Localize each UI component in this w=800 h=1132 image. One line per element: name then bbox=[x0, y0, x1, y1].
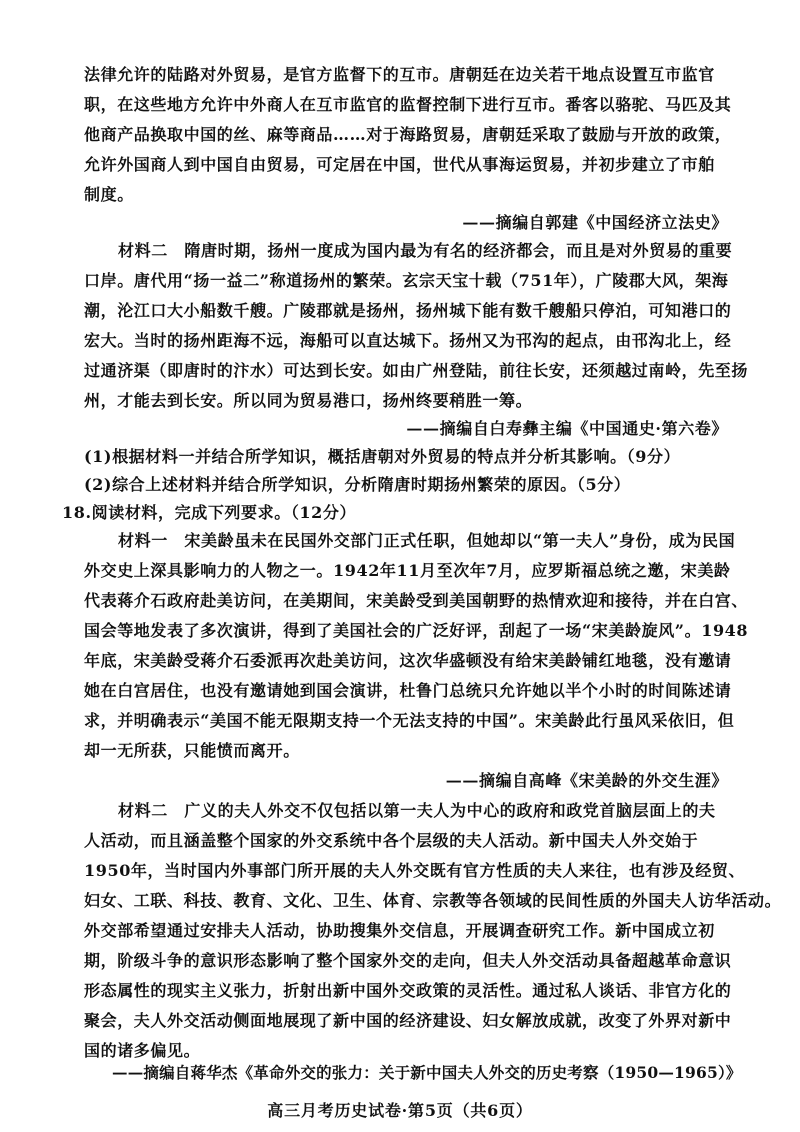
paragraph-line: 职，在这些地方允许中外商人在互市监官的监督控制下进行互市。番客以骆驼、马匹及其 bbox=[84, 95, 732, 114]
paragraph-line: 国会等地发表了多次演讲，得到了美国社会的广泛好评，刮起了一场“宋美龄旋风”。1948 bbox=[84, 621, 749, 640]
paragraph-line: 法律允许的陆路对外贸易，是官方监督下的互市。唐朝廷在边关若干地点设置互市监官 bbox=[84, 65, 715, 84]
source-citation: ——摘编自郭建《中国经济立法史》 bbox=[462, 213, 728, 232]
paragraph-line: 年底，宋美龄受蒋介石委派再次赴美访问，这次华盛顿没有给宋美龄铺红地毯，没有邀请 bbox=[84, 651, 732, 670]
paragraph-line: 妇女、工联、科技、教育、文化、卫生、体育、宗教等各领域的民间性质的外国夫人访华活动。 bbox=[84, 891, 782, 910]
paragraph-line: 外交部希望通过安排夫人活动，协助搜集外交信息，开展调查研究工作。新中国成立初 bbox=[84, 921, 715, 940]
paragraph-line: 允许外国商人到中国自由贸易，可定居在中国，世代从事海运贸易，并初步建立了市舶 bbox=[84, 155, 715, 174]
paragraph-line: 制度。 bbox=[84, 185, 134, 204]
paragraph-line: 宏大。当时的扬州距海不远，海船可以直达城下。扬州又为邗沟的起点，由邗沟北上，经 bbox=[84, 331, 732, 350]
paragraph-line: 聚会，夫人外交活动侧面地展现了新中国的经济建设、妇女解放成就，改变了外界对新中 bbox=[84, 1011, 732, 1030]
question-heading: 18.阅读材料，完成下列要求。（12分） bbox=[62, 503, 357, 522]
paragraph-line: 材料二 隋唐时期，扬州一度成为国内最为有名的经济都会，而且是对外贸易的重要 bbox=[118, 241, 733, 260]
page-footer: 高三月考历史试卷·第5页（共6页） bbox=[267, 1101, 533, 1120]
paragraph-line: 人活动，而且涵盖整个国家的外交系统中各个层级的夫人活动。新中国夫人外交始于 bbox=[84, 831, 699, 850]
paragraph-line: 州，才能去到长安。所以同为贸易港口，扬州终要稍胜一筹。 bbox=[84, 391, 533, 410]
paragraph-line: 求，并明确表示“美国不能无限期支持一个无法支持的中国”。宋美龄此行虽风采依旧，但 bbox=[84, 711, 735, 730]
paragraph-line: 她在白宫居住，也没有邀请她到国会演讲，杜鲁门总统只允许她以半个小时的时间陈述请 bbox=[84, 681, 732, 700]
paragraph-line: 过通济渠（即唐时的汴水）可达到长安。如由广州登陆，前往长安，还须越过南岭，先至扬 bbox=[84, 361, 749, 380]
paragraph-line: 外交史上深具影响力的人物之一。1942年11月至次年7月，应罗斯福总统之邀，宋美龄 bbox=[84, 561, 731, 580]
source-citation: ——摘编自蒋华杰《革命外交的张力：关于新中国夫人外交的历史考察（1950—1965）》 bbox=[112, 1063, 742, 1082]
paragraph-line: 国的诸多偏见。 bbox=[84, 1041, 201, 1060]
paragraph-line: 期，阶级斗争的意识形态影响了整个国家外交的走向，但夫人外交活动具备超越革命意识 bbox=[84, 951, 732, 970]
paragraph-line: 材料一 宋美龄虽未在民国外交部门正式任职，但她却以“第一夫人”身份，成为民国 bbox=[118, 531, 736, 550]
paragraph-line: 潮，沦江口大小船数千艘。广陵郡就是扬州，扬州城下能有数千艘船只停泊，可知港口的 bbox=[84, 301, 732, 320]
paragraph-line: 口岸。唐代用“扬一益二”称道扬州的繁荣。玄宗天宝十载（751年），广陵郡大风，架海 bbox=[84, 271, 729, 290]
source-citation: ——摘编自高峰《宋美龄的外交生涯》 bbox=[445, 771, 728, 790]
paragraph-line: 材料二 广义的夫人外交不仅包括以第一夫人为中心的政府和政党首脑层面上的夫 bbox=[118, 801, 716, 820]
paragraph-line: 却一无所获，只能愤而离开。 bbox=[84, 741, 300, 760]
paragraph-line: 代表蒋介石政府赴美访问，在美期间，宋美龄受到美国朝野的热情欢迎和接待，并在白宫、 bbox=[84, 591, 749, 610]
paragraph-line: 形态属性的现实主义张力，折射出新中国外交政策的灵活性。通过私人谈话、非官方化的 bbox=[84, 981, 732, 1000]
sub-question-1: (1)根据材料一并结合所学知识，概括唐朝对外贸易的特点并分析其影响。（9分） bbox=[84, 447, 681, 466]
source-citation: ——摘编自白寿彝主编《中国通史·第六卷》 bbox=[406, 419, 728, 438]
sub-question-2: (2)综合上述材料并结合所学知识，分析隋唐时期扬州繁荣的原因。（5分） bbox=[84, 475, 631, 494]
paragraph-line: 1950年，当时国内外事部门所开展的夫人外交既有官方性质的夫人来往，也有涉及经贸、 bbox=[84, 861, 746, 880]
paragraph-line: 他商产品换取中国的丝、麻等商品……对于海路贸易，唐朝廷采取了鼓励与开放的政策， bbox=[84, 125, 732, 144]
